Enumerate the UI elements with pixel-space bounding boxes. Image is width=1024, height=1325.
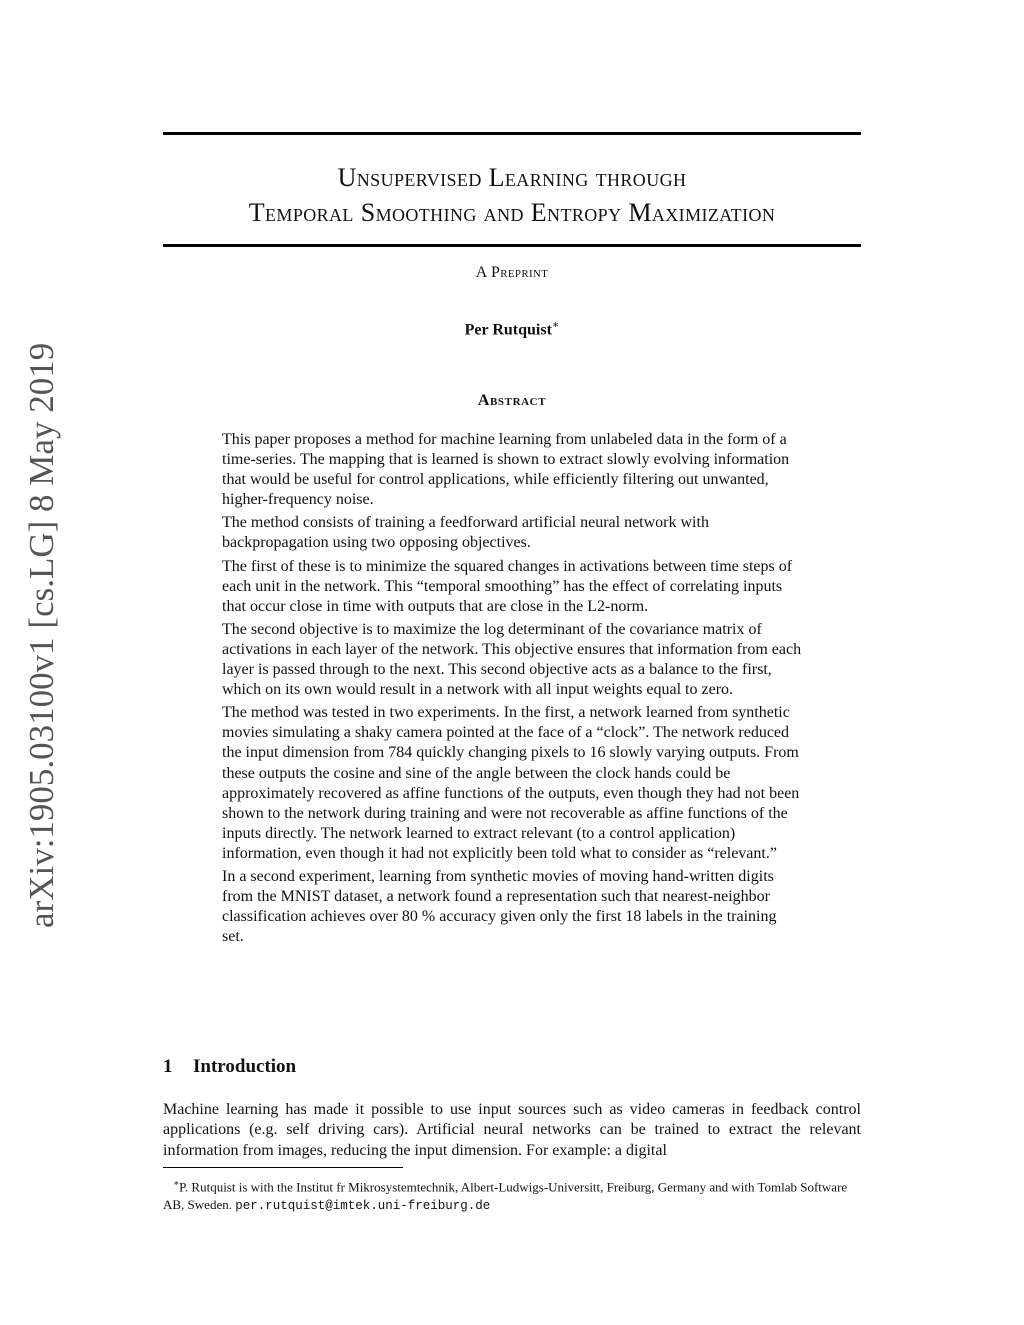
title-rule-bottom <box>163 244 861 247</box>
preprint-label: A Preprint <box>475 264 549 281</box>
footnote-text: P. Rutquist is with the Institut fr Mikrosystemtechnik, Albert-Ludwigs-Universitt, Freiburg, Germany and with Tomlab Software AB, Sweden. <box>163 1179 848 1213</box>
author-name: Per Rutquist <box>464 321 552 339</box>
abstract-paragraph: The first of these is to minimize the squared changes in activations between time steps of each unit in the network. This “temporal smoothing” has the effect of correlating inputs that occur close in time with outputs that are close in the L2-norm. <box>222 557 793 615</box>
arxiv-stamp-text: arXiv:1905.03100v1 [cs.LG] 8 May 2019 <box>22 342 61 928</box>
paper-title <box>163 160 861 230</box>
section-number: 1 <box>163 1056 173 1077</box>
paper-title-line-1: Unsupervised Learning through <box>337 163 687 192</box>
section-title: Introduction <box>193 1056 297 1077</box>
abstract-body <box>222 430 802 950</box>
section-heading-introduction <box>163 1056 296 1078</box>
author <box>163 318 861 339</box>
abstract-paragraph: In a second experiment, learning from synthetic movies of moving hand-written digits from the MNIST dataset, a network found a representation such that nearest-neighbor classification achieves over 80 % accuracy given only the first 18 labels in the training set. <box>222 867 777 946</box>
author-footnote-mark: ∗ <box>551 319 560 331</box>
introduction-paragraph: Machine learning has made it possible to use input sources such as video cameras in feedback control applications (e.g. self driving cars). Artificial neural networks can be trained to extract the relevant information from images, reducing the input dimension. For example: a digital <box>163 1101 861 1159</box>
abstract-paragraph: The second objective is to maximize the log determinant of the covariance matrix of activations in each layer of the network. This objective ensures that information from each layer is passed through to the next. This second objective acts as a balance to the first, which on its own would result in a network with all input weights equal to zero. <box>222 620 802 699</box>
introduction-body <box>163 1100 861 1161</box>
abstract-paragraph: This paper proposes a method for machine learning from unlabeled data in the form of a time-series. The mapping that is learned is shown to extract slowly evolving information that would be useful for control applications, while efficiently filtering out unwanted, higher-frequency noise. <box>222 431 790 509</box>
footnote-email: per.rutquist@imtek.uni-freiburg.de <box>235 1199 491 1214</box>
abstract-paragraph: The method was tested in two experiments. In the first, a network learned from synthetic movies simulating a shaky camera pointed at the face of a “clock”. The network reduced the input dimension from 784 quickly changing pixels to 16 slowly varying outputs. From these outputs the cosine and sine of the angle between the clock hands could be approximately recovered as affine functions of the outputs, even though they had not been shown to the network during training and were not recoverable as affine functions of the inputs directly. The network learned to extract relevant (to a control application) information, even though it had not explicitly been told what to consider as “relevant.” <box>222 704 800 862</box>
footnote-mark: ∗ <box>173 1178 180 1188</box>
footnote-rule <box>163 1167 403 1168</box>
abstract-heading: Abstract <box>477 392 547 409</box>
footnote <box>163 1174 861 1215</box>
paper-title-line-2: Temporal Smoothing and Entropy Maximization <box>248 198 776 227</box>
title-rule-top <box>163 132 861 135</box>
abstract-paragraph: The method consists of training a feedforward artificial neural network with backpropagation using two opposing objectives. <box>222 514 709 552</box>
